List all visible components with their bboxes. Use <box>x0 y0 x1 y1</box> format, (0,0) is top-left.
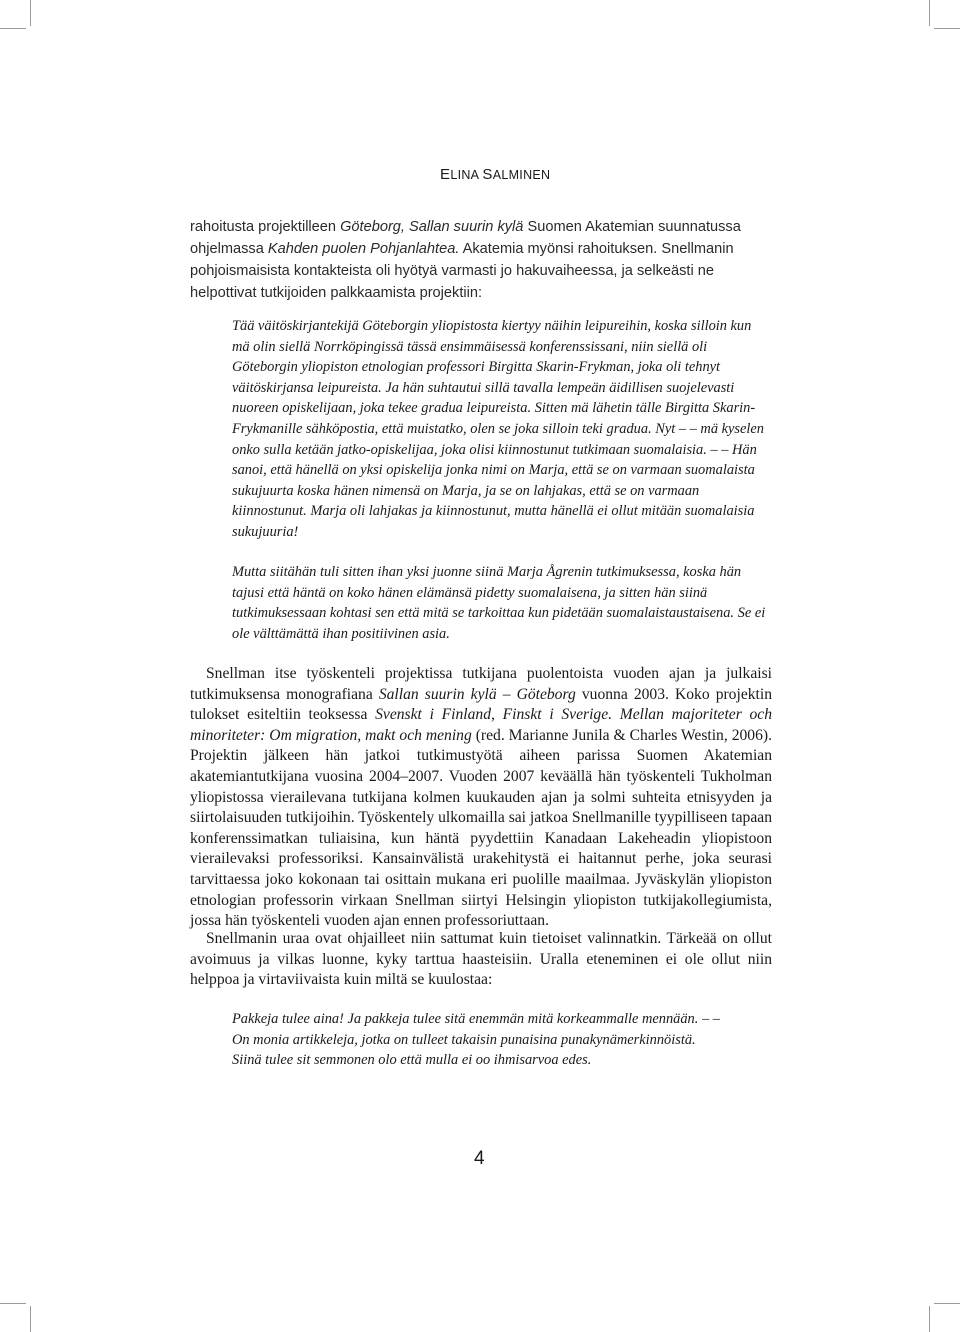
quote-line: Siinä tulee sit semmonen olo että mulla ei oo ihmisarvoa edes. <box>232 1052 592 1069</box>
crop-mark <box>30 0 31 26</box>
quote-line: On monia artikkeleja, jotka on tulleet takaisin punaisina punakynämerkinnöistä. <box>232 1031 696 1048</box>
block-quote: Mutta siitähän tuli sitten ihan yksi juonne siinä Marja Ågrenin tutkimuksessa, koska hän tajusi että häntä on koko hänen elämänsä pidetty suomalaisena, ja sitten hän siinä tutkimuksessaan kohtasi sen että mitä se tarkoittaa kun pidetään suomalaistaustaisena. Se ei ole välttämättä ihan positiivinen asia. <box>232 564 766 642</box>
intro-paragraph: rahoitusta projektilleen Göteborg, Sallan suurin kylä Suomen Akatemian suunnatussa ohjelmassa Kahden puolen Pohjanlahtea. Akatemia myönsi rahoituksen. Snellmanin pohjoismaisista kontakteista oli hyötyä varmasti jo hakuvaiheessa, ja selkeästi ne helpottivat tutkijoiden palkkaamista projektiin: <box>190 219 741 301</box>
running-head-author: ELINA SALMINEN <box>440 166 551 183</box>
quote-line: Pakkeja tulee aina! Ja pakkeja tulee sitä enemmän mitä korkeammalle mennään. – – <box>232 1011 720 1027</box>
body-paragraph: Snellman itse työskenteli projektissa tutkijana puolentoista vuoden ajan ja julkaisi tutkimuksensa monografiana Sallan suurin kylä – Göteborg vuonna 2003. Koko projektin tulokset esiteltiin teoksessa Svenskt i Finland, Finskt i Sverige. Mellan majoriteter och minoriteter: Om migration, makt och mening (red. Marianne Junila & Charles Westin, 2006). Projektin jälkeen hän jatkoi tutkimustyötä aiheen parissa Suomen Akatemian akatemiantutkijana vuosina 2004–2007. Vuoden 2007 keväällä hän työskenteli Tukholman yliopistossa vierailevana tutkijana kolmen kuukauden ajan ja solmi suhteita etnisyyden ja siirtolaisuuden tutkijoihin. Työskentely ulkomailla sai jatkoa Snellmanille tyypilliseen tapaan konferenssimatkan tuliaisina, kun häntä pyydettiin Kanadaan Lakeheadin yliopistoon vierailevaksi professoriksi. Kansainvälistä urakehitystä ei haitannut perhe, joka seurasi tarvittaessa joko kokonaan tai osittain mukana eri puolille maailmaa. Jyväskylän yliopiston etnologian professorin virkaan Snellman siirtyi Helsingin yliopiston tutkijakollegiumista, jossa hän työskenteli vuoden ajan ennen professoriuttaan. <box>190 665 773 930</box>
crop-mark <box>0 28 26 29</box>
body-paragraph: Snellmanin uraa ovat ohjailleet niin sattumat kuin tietoiset valinnatkin. Tärkeää on ollut avoimuus ja vilkas luonne, kyky tarttua haasteisiin. Uralla eteneminen ei ole ollut niin helppoa ja virtaviivaista kuin miltä se kuulostaa: <box>190 930 772 989</box>
block-quote: Tää väitöskirjantekijä Göteborgin yliopistosta kiertyy näihin leipureihin, koska silloin kun mä olin siellä Norrköpingissä tässä ensimmäisessä konferenssissani, niin siellä oli Göteborgin yliopiston etnologian professori Birgitta Skarin-Frykman, joka oli tehnyt väitöskirjansa leipureista. Ja hän suhtautui sillä tavalla lempeän äidillisen suojelevasti nuoreen opiskelijaan, joka tekee gradua leipureista. Sitten mä lähetin tälle Birgitta Skarin-Frykmanille sähköpostia, että muistatko, olen se joka silloin teki gradua. Nyt – – mä kyselen onko sulla ketään jatko-opiskelijaa, joka olisi kiinnostunut tutkimaan suomalaisia. – – Hän sanoi, että hänellä on yksi opiskelija jonka nimi on Marja, että se on varmaan suomalaista sukujuurta koska hänen nimensä on Marja, ja se on lahjakas, että se on varmaan kiinnostunut. Marja oli lahjakas ja kiinnostunut, mutta hänellä ei ollut mitään suomalaisia sukujuuria! <box>232 318 764 540</box>
crop-mark <box>929 1306 930 1332</box>
block-quote <box>232 1009 772 1071</box>
crop-mark <box>929 0 930 26</box>
crop-mark <box>0 1303 26 1304</box>
crop-mark <box>30 1306 31 1332</box>
crop-mark <box>934 28 960 29</box>
crop-mark <box>934 1303 960 1304</box>
page-number: 4 <box>474 1148 485 1169</box>
